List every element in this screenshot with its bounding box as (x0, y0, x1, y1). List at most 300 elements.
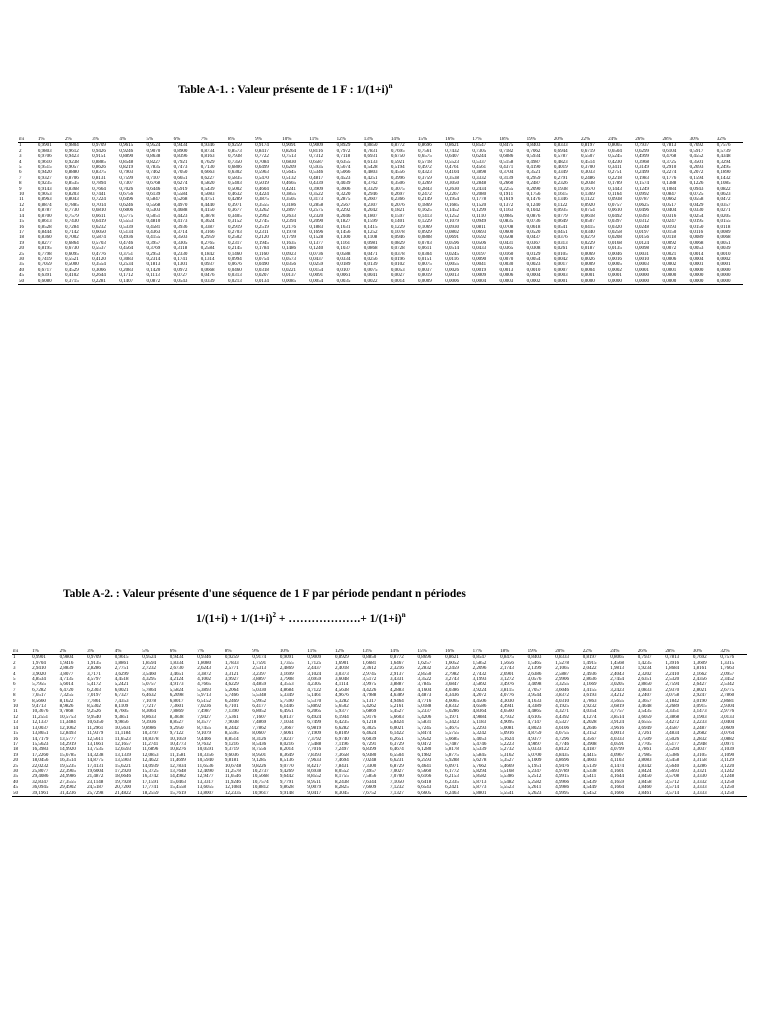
value-cell: 0,0196 (390, 256, 405, 262)
value-cell: 0,5268 (173, 197, 188, 203)
value-cell: 8,2438 (334, 779, 349, 785)
value-cell: 13,5903 (114, 758, 131, 764)
value-cell: 3,4648 (637, 704, 652, 710)
value-cell: 0,1776 (662, 175, 677, 181)
value-cell: 0,8772 (390, 143, 405, 149)
value-cell: 3,9124 (610, 720, 625, 726)
value-cell: 0,5339 (119, 224, 134, 230)
value-cell: 0,0013 (499, 267, 514, 273)
value-cell: 0,1163 (499, 208, 514, 214)
value-cell: 0,0098 (635, 246, 650, 252)
value-cell: 5,9542 (417, 736, 432, 742)
value-cell: 0,4632 (227, 192, 242, 198)
value-cell: 0,4363 (146, 229, 161, 235)
value-cell: 0,7014 (92, 202, 106, 208)
value-cell: 0,0736 (526, 219, 541, 225)
value-cell: 11,1581 (169, 752, 186, 758)
value-cell: 8,3126 (252, 736, 267, 742)
value-cell: 3,5458 (665, 758, 680, 764)
value-cell: 3,2682 (692, 731, 707, 737)
period-cell: 13 (19, 208, 24, 214)
value-cell: 3,1024 (307, 671, 322, 677)
value-cell: 0,0949 (472, 219, 487, 225)
value-cell: 0,3503 (173, 235, 188, 241)
value-cell: 0,0811 (472, 224, 486, 230)
value-cell: 0,9420 (37, 170, 52, 176)
value-cell: 0,0393 (635, 213, 650, 219)
value-cell: 17,4131 (87, 763, 104, 769)
value-cell: 7,5361 (224, 714, 239, 720)
value-cell: 0,7130 (200, 165, 215, 171)
value-cell: 3,8514 (610, 714, 625, 720)
formula-part-1: 1/(1+i) + 1/(1+i) (196, 612, 273, 625)
period-cell: 35 (19, 262, 24, 268)
value-cell: 1,5656 (500, 660, 514, 666)
value-cell: 5,6014 (59, 682, 74, 688)
value-cell: 0,0002 (662, 262, 677, 268)
value-cell: 3,0133 (720, 714, 735, 720)
value-cell: 0,9238 (65, 159, 79, 165)
value-cell: 13,8651 (32, 731, 49, 737)
value-cell: 11,3484 (59, 720, 76, 726)
value-cell: 7,3792 (307, 736, 322, 742)
value-cell: 0,0754 (580, 208, 595, 214)
value-cell: 4,7122 (307, 687, 322, 693)
value-cell: 6,4632 (142, 693, 156, 699)
value-cell: 0,0248 (635, 224, 650, 230)
value-cell: 6,6282 (334, 725, 349, 731)
value-cell: 0,7903 (119, 170, 134, 176)
column-header: 17% (472, 649, 500, 655)
value-cell: 0,2274 (662, 170, 677, 176)
value-cell: 0,3898 (472, 170, 487, 176)
value-cell: 0,0053 (689, 246, 704, 252)
value-cell: 7,8393 (307, 752, 322, 758)
value-cell: 4,5638 (334, 687, 349, 693)
value-cell: 0,0160 (499, 251, 514, 257)
value-cell: 0,2311 (255, 229, 269, 235)
value-cell: 0,3521 (526, 170, 541, 176)
value-cell: 3,9544 (527, 693, 542, 699)
value-cell: 5,3162 (500, 752, 514, 758)
value-cell: 0,0357 (716, 202, 731, 208)
value-cell: 0,9709 (92, 143, 106, 149)
value-cell: 0,0404 (662, 208, 677, 214)
value-cell: 7,1078 (142, 698, 156, 704)
value-cell: 0,4970 (173, 202, 188, 208)
value-cell: 0,1799 (282, 235, 296, 241)
value-cell: 10,5668 (252, 774, 269, 780)
value-cell: 0,3262 (255, 208, 269, 214)
value-cell: 4,0591 (610, 741, 625, 747)
value-cell: 1,9416 (59, 660, 74, 666)
value-cell: 10,3797 (142, 731, 159, 737)
value-cell: 5,2223 (500, 741, 514, 747)
value-cell: 5,0757 (142, 682, 156, 688)
value-cell: 3,5460 (142, 671, 156, 677)
value-cell: 0,0703 (418, 240, 432, 246)
value-cell: 3,7757 (610, 709, 625, 715)
value-cell: 0,7026 (119, 186, 134, 192)
value-cell: 4,1474 (610, 763, 625, 769)
value-cell: 0,5917 (689, 148, 704, 154)
value-cell: 3,3333 (692, 785, 707, 791)
value-cell: 7,0248 (362, 758, 377, 764)
value-cell: 0,1113 (146, 273, 160, 279)
value-cell: 2,0422 (582, 666, 597, 672)
formula-exponent-1: 2 (272, 611, 277, 619)
value-cell: 2,9137 (390, 671, 404, 677)
value-cell: 0,5346 (309, 170, 324, 176)
value-cell: 0,2326 (553, 181, 568, 187)
value-cell: 4,6586 (472, 704, 487, 710)
value-cell: 0,0313 (227, 273, 242, 279)
value-cell: 0,8417 (255, 148, 269, 154)
value-cell: 0,8195 (37, 246, 52, 252)
value-cell: 6,8017 (169, 698, 184, 704)
value-cell: 3,7705 (637, 741, 652, 747)
value-cell: 0,1594 (689, 175, 704, 181)
value-cell: 1,4568 (610, 660, 625, 666)
value-cell: 0,4104 (445, 170, 459, 176)
value-cell: 7,1232 (390, 785, 404, 791)
value-cell: 0,8131 (92, 175, 106, 181)
column-header: 6% (173, 137, 200, 143)
value-cell: 0,0041 (472, 262, 487, 268)
value-cell: 0,7798 (37, 251, 52, 257)
value-cell: 0,0429 (689, 202, 704, 208)
value-cell: 0,1110 (472, 213, 486, 219)
value-cell: 7,3300 (362, 763, 377, 769)
value-cell: 0,0431 (499, 240, 514, 246)
value-cell: 3,1473 (692, 709, 707, 715)
value-cell: 0,7084 (255, 159, 269, 165)
value-cell: 0,2848 (472, 181, 487, 187)
value-cell: 0,0135 (608, 246, 622, 252)
value-cell: 1,9813 (610, 666, 625, 672)
value-cell: 0,2255 (499, 186, 514, 192)
value-cell: 4,2305 (307, 682, 322, 688)
value-cell: 3,0971 (720, 741, 735, 747)
value-cell: 2,4043 (610, 671, 625, 677)
value-cell: 0,0261 (553, 246, 568, 252)
value-cell: 4,1274 (582, 714, 597, 720)
value-cell: 3,2233 (692, 720, 707, 726)
value-cell: 0,3332 (472, 175, 487, 181)
value-cell: 4,4506 (472, 698, 487, 704)
value-cell: 7,0027 (390, 768, 404, 774)
value-cell: 6,2065 (307, 709, 322, 715)
value-cell: 0,5847 (146, 197, 161, 203)
value-cell: 4,5439 (582, 779, 597, 785)
value-cell: 15,5623 (32, 741, 49, 747)
value-cell: 0,1369 (580, 192, 595, 198)
value-cell: 3,8424 (637, 768, 652, 774)
value-cell: 4,7296 (555, 736, 569, 742)
value-cell: 3,1669 (582, 682, 597, 688)
value-cell: 0,8528 (37, 224, 52, 230)
value-cell: 0,8219 (119, 165, 134, 171)
value-cell: 0,0118 (716, 224, 731, 230)
value-cell: 0,8065 (608, 143, 622, 149)
value-cell: 0,4323 (418, 170, 432, 176)
value-cell: 10,3356 (197, 752, 214, 758)
value-cell: 9,2526 (87, 709, 101, 715)
value-cell: 0,6104 (662, 148, 677, 154)
value-cell: 0,4751 (200, 197, 215, 203)
value-cell: 5,0286 (445, 709, 459, 715)
value-cell: 2,6775 (720, 687, 735, 693)
value-cell: 0,3704 (499, 170, 514, 176)
value-cell: 4,3553 (279, 682, 294, 688)
value-cell: 10,6350 (87, 720, 104, 726)
value-cell: 12,7834 (169, 763, 187, 769)
value-cell: 0,2630 (445, 186, 459, 192)
value-cell: 3,7861 (637, 747, 652, 753)
value-cell: 0,0668 (200, 267, 215, 273)
value-cell: 5,9288 (445, 758, 459, 764)
column-header: 11% (306, 649, 334, 655)
value-cell: 0,0151 (418, 256, 432, 262)
value-cell: 11,9246 (224, 779, 241, 785)
value-cell: 5,3527 (500, 758, 514, 764)
value-cell: 4,2883 (390, 687, 404, 693)
value-cell: 7,9427 (197, 714, 212, 720)
value-cell: 0,0517 (662, 202, 677, 208)
value-cell: 0,0625 (635, 202, 650, 208)
value-cell: 5,4675 (445, 725, 459, 731)
value-cell: 0,8772 (390, 655, 404, 661)
value-cell: 0,0031 (635, 251, 650, 257)
value-cell: 3,8887 (390, 682, 404, 688)
value-cell: 6,2593 (417, 758, 432, 764)
value-cell: 3,0404 (720, 720, 735, 726)
value-cell: 0,2038 (580, 181, 595, 187)
value-cell: 3,8450 (637, 774, 652, 780)
value-cell: 0,0259 (309, 262, 324, 268)
value-cell: 0,1635 (282, 240, 296, 246)
value-cell: 0,0946 (390, 235, 405, 241)
value-cell: 0,2502 (227, 235, 242, 241)
value-cell: 0,4289 (227, 197, 242, 203)
value-cell: 1,7355 (279, 660, 294, 666)
value-cell: 3,5714 (664, 791, 692, 797)
value-cell: 14,2919 (59, 741, 76, 747)
value-cell: 0,1229 (390, 224, 405, 230)
value-cell: 0,1413 (418, 213, 432, 219)
value-cell: 3,5712 (665, 779, 680, 785)
value-cell: 0,1670 (580, 186, 595, 192)
value-cell: 0,2292 (336, 208, 351, 214)
value-cell: 16,3514 (59, 758, 76, 764)
value-cell: 0,0027 (390, 273, 405, 279)
column-header: 5% (145, 137, 172, 143)
value-cell: 0,0000 (689, 273, 704, 279)
value-cell: 0,0139 (363, 262, 378, 268)
value-cell: 0,0367 (526, 240, 541, 246)
value-cell: 0,5134 (119, 229, 134, 235)
value-cell: 5,5339 (472, 747, 487, 753)
value-cell: 0,2394 (282, 219, 296, 225)
value-cell: 4,1666 (609, 791, 637, 797)
value-cell: 3,4651 (169, 671, 184, 677)
value-cell: 0,5934 (526, 154, 541, 160)
value-cell: 3,3105 (692, 752, 707, 758)
value-cell: 0,0623 (716, 192, 731, 198)
value-cell: 0,1160 (255, 251, 269, 257)
value-cell: 0,2176 (282, 224, 296, 230)
value-cell: 0,0754 (255, 256, 269, 262)
value-cell: 13,1339 (114, 752, 131, 758)
value-cell: 3,3158 (692, 758, 707, 764)
value-cell: 3,1903 (692, 714, 707, 720)
value-cell: 23,1148 (87, 779, 104, 785)
value-cell: 0,5439 (200, 186, 215, 192)
value-cell: 5,1009 (527, 758, 542, 764)
column-header: 2% (64, 137, 91, 143)
value-cell: 0,0014 (689, 251, 704, 257)
value-cell: 8,8552 (307, 774, 322, 780)
value-cell: 9,8628 (279, 785, 294, 791)
value-cell: 6,7499 (307, 720, 322, 726)
period-cell: 10 (19, 192, 24, 198)
value-cell: 2,7232 (142, 666, 156, 672)
value-cell: 0,6810 (92, 208, 106, 214)
value-cell: 4,2028 (582, 720, 597, 726)
value-cell: 2,8681 (720, 698, 735, 704)
table-row (18, 279, 743, 285)
value-cell: 6,1772 (445, 768, 459, 774)
value-cell: 0,5523 (445, 159, 459, 165)
value-cell: 0,4768 (662, 154, 677, 160)
value-cell: 1,9704 (32, 660, 46, 666)
value-cell: 1,4235 (637, 660, 652, 666)
period-cell: 15 (19, 219, 24, 225)
value-cell: 0,0035 (336, 279, 363, 285)
value-cell: 4,9915 (555, 774, 569, 780)
value-cell: 0,0271 (716, 208, 731, 214)
value-cell: 13,5777 (59, 736, 76, 742)
value-cell: 6,4720 (59, 687, 74, 693)
column-header: 30% (692, 649, 720, 655)
value-cell: 0,0213 (227, 279, 254, 285)
value-cell: 39,1961 (31, 791, 59, 797)
value-cell: 2,8286 (87, 666, 101, 672)
value-cell: 4,3908 (582, 741, 597, 747)
value-cell: 0,5507 (580, 154, 595, 160)
value-cell: 0,0316 (662, 213, 677, 219)
column-header: 1% (31, 649, 59, 655)
value-cell: 0,3677 (227, 208, 242, 214)
value-cell: 6,2098 (169, 693, 184, 699)
value-cell: 0,1252 (363, 229, 378, 235)
value-cell: 0,1443 (608, 186, 622, 192)
value-cell: 5,8474 (417, 731, 432, 737)
value-cell: 0,5537 (92, 246, 106, 252)
value-cell: 0,1314 (200, 256, 215, 262)
value-cell: 0,4561 (472, 165, 487, 171)
value-cell: 2,7751 (114, 666, 129, 672)
value-cell: 7,6609 (362, 785, 377, 791)
value-cell: 0,5000 (65, 262, 79, 268)
value-cell: 14,9920 (59, 747, 76, 753)
value-cell: 0,9524 (146, 143, 161, 149)
column-header: 10% (281, 137, 308, 143)
value-cell: 4,9789 (555, 768, 569, 774)
value-cell: 8,2442 (224, 725, 239, 731)
value-cell: 0,0496 (635, 208, 650, 214)
value-cell: 6,8399 (362, 747, 377, 753)
period-cell: 3 (19, 154, 22, 160)
value-cell: 5,5523 (500, 785, 514, 791)
value-cell: 3,9224 (472, 687, 487, 693)
value-cell: 5,5370 (307, 698, 322, 704)
value-cell: 5,2623 (527, 791, 555, 797)
value-cell: 0,1300 (336, 235, 351, 241)
value-cell: 3,6299 (114, 671, 129, 677)
value-cell: 2,5771 (224, 666, 239, 672)
value-cell: 0,0000 (689, 279, 716, 285)
value-cell: 3,1250 (719, 791, 747, 797)
value-cell: 4,8684 (279, 687, 294, 693)
value-cell: 10,8378 (142, 736, 159, 742)
value-cell: 6,2335 (445, 779, 459, 785)
value-cell: 0,9346 (197, 655, 212, 661)
value-cell: 0,0042 (553, 256, 568, 262)
value-cell: 9,8226 (252, 763, 267, 769)
value-cell: 0,1842 (200, 251, 215, 257)
value-cell: 4,7135 (59, 677, 74, 683)
value-cell: 0,7142 (65, 229, 79, 235)
value-cell: 0,2751 (608, 170, 622, 176)
value-cell: 0,1821 (390, 208, 405, 214)
value-cell: 0,4556 (390, 170, 405, 176)
value-cell: 4,1659 (610, 779, 625, 785)
value-cell: 0,0187 (580, 246, 595, 252)
value-cell: 3,7863 (582, 698, 597, 704)
value-cell: 4,1604 (417, 687, 432, 693)
value-cell: 2,7594 (665, 682, 680, 688)
value-cell: 0,9434 (169, 655, 184, 661)
value-cell: 6,2651 (390, 736, 404, 742)
value-cell: 3,4976 (500, 682, 514, 688)
value-cell: 0,3501 (689, 159, 704, 165)
value-cell: 0,2281 (91, 279, 118, 285)
value-cell: 0,7284 (65, 224, 79, 230)
value-cell: 9,0770 (279, 763, 294, 769)
value-cell: 0,2072 (689, 170, 704, 176)
value-cell: 0,1456 (336, 229, 351, 235)
value-cell: 8,0607 (252, 731, 267, 737)
value-cell: 6,8137 (279, 714, 294, 720)
value-cell: 0,1299 (472, 208, 487, 214)
value-cell: 0,7695 (390, 148, 405, 154)
value-cell: 0,0541 (553, 224, 568, 230)
value-cell: 0,1249 (635, 186, 650, 192)
value-cell: 1,6467 (390, 660, 404, 666)
value-cell: 4,8023 (527, 725, 542, 731)
value-cell: 0,8535 (65, 181, 79, 187)
value-cell: 3,9975 (362, 682, 377, 688)
value-cell: 4,6229 (224, 682, 239, 688)
value-cell: 0,3083 (119, 256, 134, 262)
value-cell: 0,0116 (689, 229, 704, 235)
value-cell: 0,3152 (227, 219, 242, 225)
value-cell: 6,2421 (445, 785, 459, 791)
value-cell: 0,0039 (716, 246, 731, 252)
value-cell: 3,5172 (362, 677, 377, 683)
value-cell: 6,5152 (197, 698, 212, 704)
